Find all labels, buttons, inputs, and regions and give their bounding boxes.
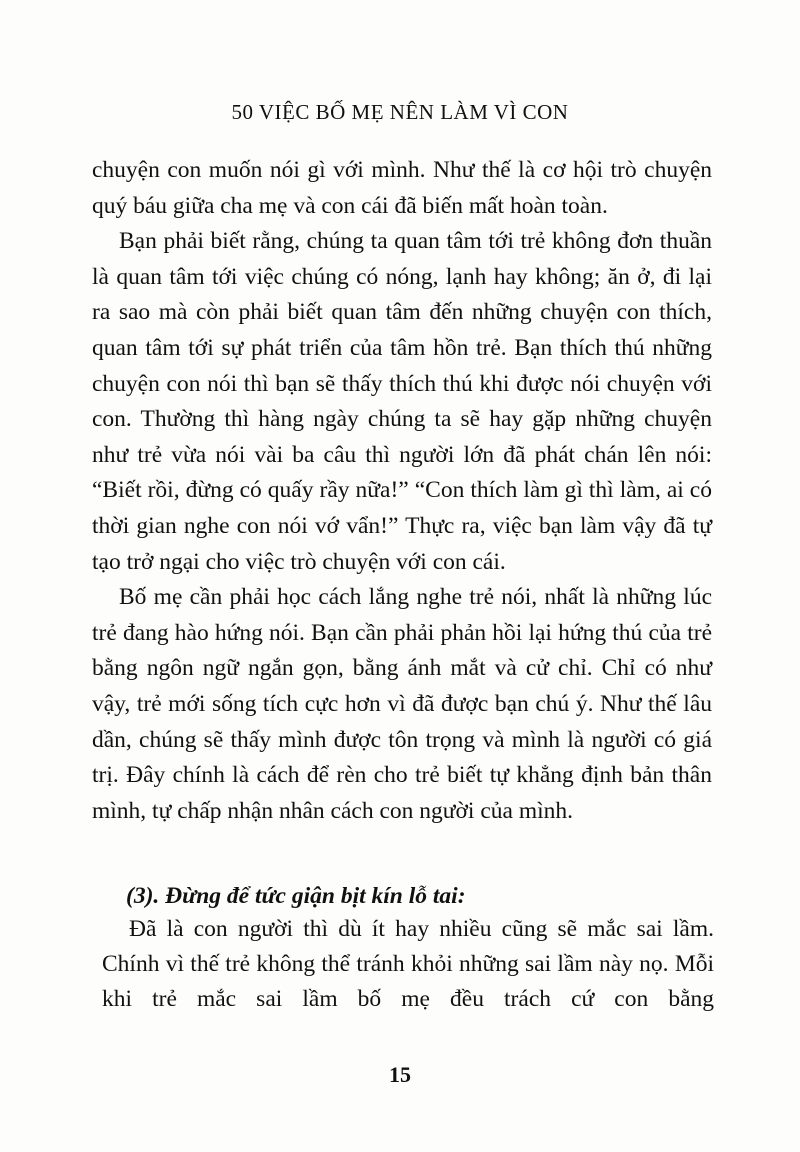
paragraph: Bạn phải biết rằng, chúng ta quan tâm tới trẻ không đơn thuần là quan tâm tới việc chúng có nóng, lạnh hay không; ăn ở, đi lại ra sao mà còn phải biết quan tâm đến những chuyện con thích, quan tâm tới sự phát triển của tâm hồn trẻ. Bạn thích thú những chuyện con nói thì bạn sẽ thấy thích thú khi được nói chuyện với con. Thường thì hàng ngày chúng ta sẽ hay gặp những chuyện như trẻ vừa nói vài ba câu thì người lớn đã phát chán lên nói: “Biết rồi, đừng có quấy rầy nữa!” “Con thích làm gì thì làm, ai có thời gian nghe con nói vớ vẩn!” Thực ra, việc bạn làm vậy đã tự tạo trở ngại cho việc trò chuyện với con cái. xyxy=(92,228,712,575)
body-text xyxy=(92,153,712,829)
page-number: 15 xyxy=(389,1062,411,1087)
section-body xyxy=(102,912,714,1017)
paragraph-continuation: chuyện con muốn nói gì với mình. Như thế là cơ hội trò chuyện quý báu giữa cha mẹ và con cái đã biến mất hoàn toàn. xyxy=(92,157,712,219)
running-header: 50 VIỆC BỐ MẸ NÊN LÀM VÌ CON xyxy=(231,100,569,124)
section-heading: (3). Đừng để tức giận bịt kín lỗ tai: xyxy=(126,883,466,909)
paragraph: Bố mẹ cần phải học cách lắng nghe trẻ nói, nhất là những lúc trẻ đang hào hứng nói. Bạn cần phải phản hồi lại hứng thú của trẻ bằng ngôn ngữ ngắn gọn, bằng ánh mắt và cử chỉ. Chỉ có như vậy, trẻ mới sống tích cực hơn vì đã được bạn chú ý. Như thế lâu dần, chúng sẽ thấy mình được tôn trọng và mình là người có giá trị. Đây chính là cách để rèn cho trẻ biết tự khẳng định bản thân mình, tự chấp nhận nhân cách con người của mình. xyxy=(92,584,712,824)
paragraph: Đã là con người thì dù ít hay nhiều cũng sẽ mắc sai lầm. Chính vì thế trẻ không thể tránh khỏi những sai lầm này nọ. Mỗi khi trẻ mắc sai lầm bố mẹ đều trách cứ con bằng xyxy=(102,916,714,1012)
